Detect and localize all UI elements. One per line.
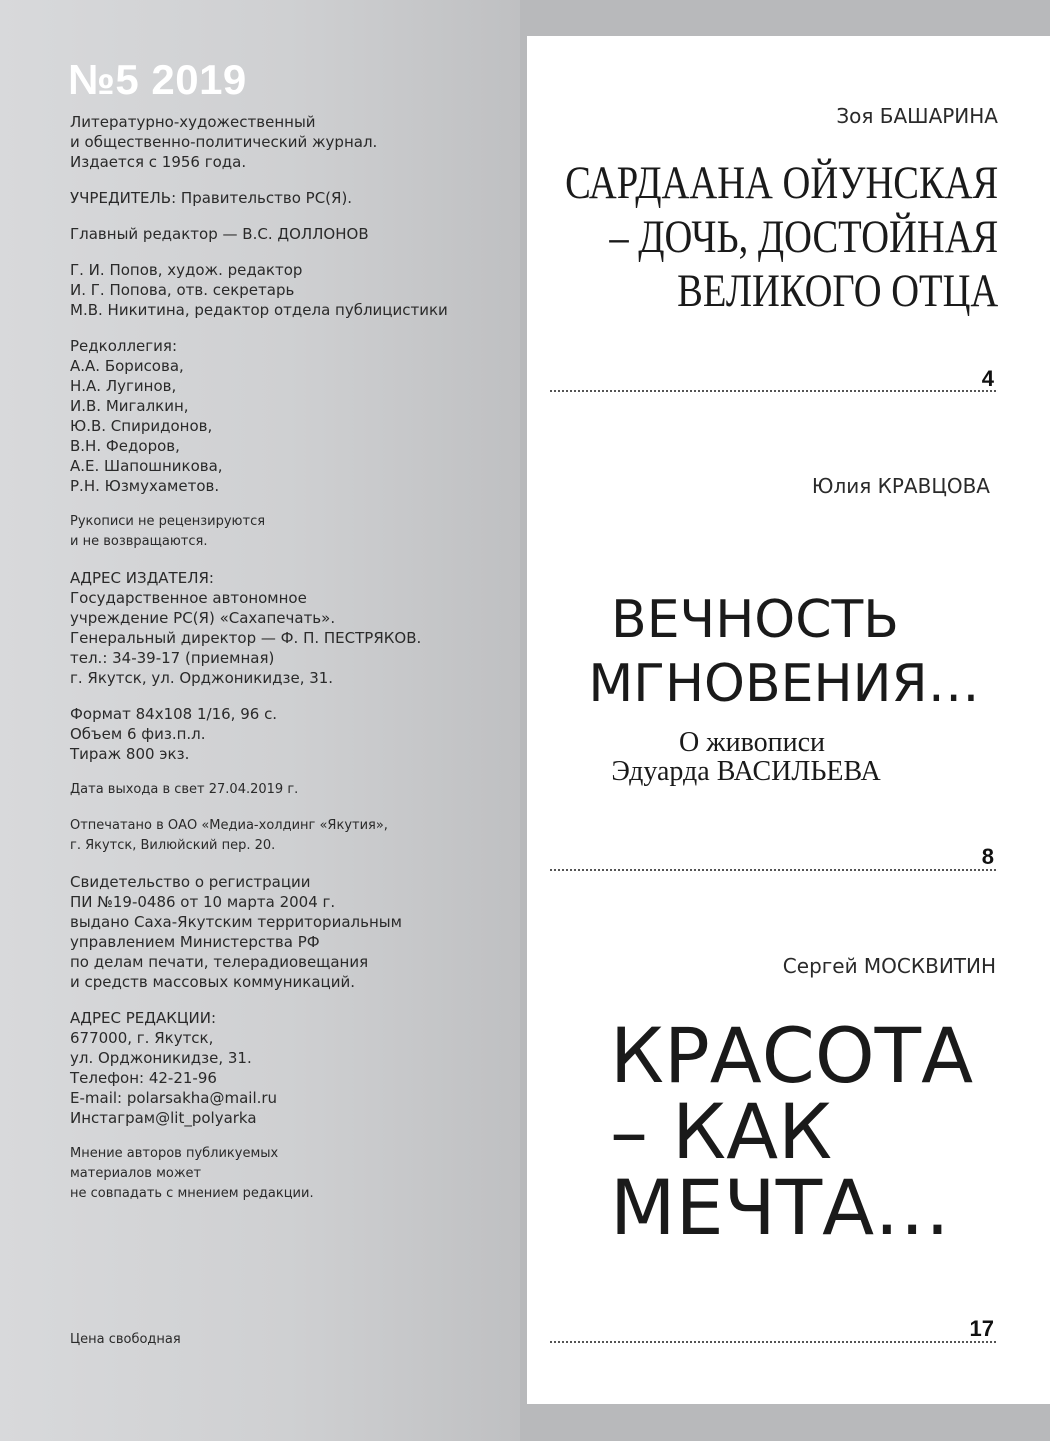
imprint-line: г. Якутск, Вилюйский пер. 20. [70, 838, 276, 853]
imprint-line: Генеральный директор — Ф. П. ПЕСТРЯКОВ. [70, 629, 422, 647]
board-member: Ю.В. Спиридонов, [70, 417, 213, 435]
imprint-line: АДРЕС РЕДАКЦИИ: [70, 1009, 217, 1027]
imprint-line: управлением Министерства РФ [70, 933, 320, 951]
editorial-address [70, 1008, 510, 1128]
imprint-line: г. Якутск, ул. Орджоникидзе, 31. [70, 669, 334, 687]
imprint-line: М.В. Никитина, редактор отдела публицистики [70, 301, 448, 319]
imprint-line: Телефон: 42-21-96 [70, 1069, 217, 1087]
title-line: МЕЧТА… [610, 1163, 951, 1252]
title-line: – КАК [610, 1087, 833, 1176]
title-line: ВЕЧНОСТЬ [611, 590, 899, 650]
imprint-line: Мнение авторов публикуемых [70, 1146, 279, 1161]
board-member: А.Е. Шапошникова, [70, 457, 223, 475]
imprint-line: И. Г. Попова, отв. секретарь [70, 281, 295, 299]
imprint-line: Формат 84х108 1/16, 96 с. [70, 705, 278, 723]
board-member: В.Н. Федоров, [70, 437, 180, 455]
editorial-board [70, 336, 510, 496]
imprint-line: учреждение РС(Я) «Сахапечать». [70, 609, 336, 627]
founder [70, 188, 510, 208]
imprint-line: не совпадать с мнением редакции. [70, 1186, 314, 1201]
title-line: КРАСОТА [610, 1011, 974, 1100]
dotted-leader [550, 869, 996, 871]
article-title [578, 588, 990, 716]
imprint-line: УЧРЕДИТЕЛЬ: Правительство РС(Я). [70, 189, 353, 207]
article-subtitle [560, 728, 980, 786]
subtitle-line: О живописи [679, 727, 825, 758]
article-author: Зоя БАШАРИНА [836, 104, 998, 128]
publisher-address [70, 568, 510, 688]
imprint-line: выдано Саха-Якутским территориальным [70, 913, 402, 931]
dotted-leader [550, 390, 996, 392]
dotted-leader [550, 1341, 996, 1343]
email-line: E-mail: polarsakha@mail.ru [70, 1089, 278, 1107]
article-author: Сергей МОСКВИТИН [782, 954, 996, 978]
imprint-line: Литературно-художественный [70, 113, 316, 131]
title-line: ВЕЛИКОГО ОТЦА [676, 265, 998, 317]
staff-list [70, 260, 510, 320]
board-member: Р.Н. Юзмухаметов. [70, 477, 220, 495]
imprint-line: и общественно-политический журнал. [70, 133, 378, 151]
page-number: 4 [981, 366, 994, 391]
chief-editor [70, 224, 510, 244]
registration-certificate [70, 872, 510, 992]
issue-number: №5 2019 [68, 56, 247, 103]
price-note: Цена свободная [70, 1332, 181, 1347]
imprint-line: Главный редактор — В.С. ДОЛЛОНОВ [70, 225, 369, 243]
imprint-line: ПИ №19-0486 от 10 марта 2004 г. [70, 893, 336, 911]
imprint-line: Объем 6 физ.п.л. [70, 725, 206, 743]
imprint-line: Г. И. Попов, худож. редактор [70, 261, 303, 279]
imprint-line: Государственное автономное [70, 589, 307, 607]
imprint-line: 677000, г. Якутск, [70, 1029, 214, 1047]
imprint-line: тел.: 34-39-17 (приемная) [70, 649, 275, 667]
imprint-line: АДРЕС ИЗДАТЕЛЯ: [70, 569, 214, 587]
title-line: – ДОЧЬ, ДОСТОЙНАЯ [609, 211, 998, 263]
imprint-text [70, 112, 510, 1220]
board-member: Н.А. Лугинов, [70, 377, 177, 395]
article-title [610, 1011, 974, 1252]
page-number: 17 [969, 1316, 994, 1341]
imprint-line: по делам печати, телерадиовещания [70, 953, 369, 971]
manuscripts-note [70, 512, 510, 552]
imprint-line: и не возвращаются. [70, 534, 208, 549]
imprint-line: Издается с 1956 года. [70, 153, 247, 171]
imprint-line: материалов может [70, 1166, 202, 1181]
title-line: МГНОВЕНИЯ… [588, 654, 980, 714]
imprint-line: Свидетельство о регистрации [70, 873, 311, 891]
title-line: САРДААНА ОЙУНСКАЯ [564, 157, 998, 209]
board-member: А.А. Борисова, [70, 357, 184, 375]
subtitle-line: Эдуарда ВАСИЛЬЕВА [611, 756, 881, 787]
article-title [565, 156, 998, 318]
imprint-line: Дата выхода в свет 27.04.2019 г. [70, 782, 299, 797]
format-info [70, 704, 510, 764]
imprint-line: Рукописи не рецензируются [70, 514, 266, 529]
article-author: Юлия КРАВЦОВА [811, 474, 990, 498]
board-member: И.В. Мигалкин, [70, 397, 189, 415]
imprint-line: ул. Орджоникидзе, 31. [70, 1049, 252, 1067]
page-number: 8 [981, 844, 994, 869]
imprint-line: и средств массовых коммуникаций. [70, 973, 356, 991]
imprint-line: Редколлегия: [70, 337, 177, 355]
imprint-line: Тираж 800 экз. [70, 745, 190, 763]
imprint-line: Отпечатано в ОАО «Медиа-холдинг «Якутия», [70, 818, 388, 833]
instagram-line: Инстаграм@lit_polyarka [70, 1109, 257, 1127]
printing-house [70, 816, 510, 856]
disclaimer [70, 1144, 510, 1204]
release-date [70, 780, 510, 800]
journal-description [70, 112, 510, 172]
